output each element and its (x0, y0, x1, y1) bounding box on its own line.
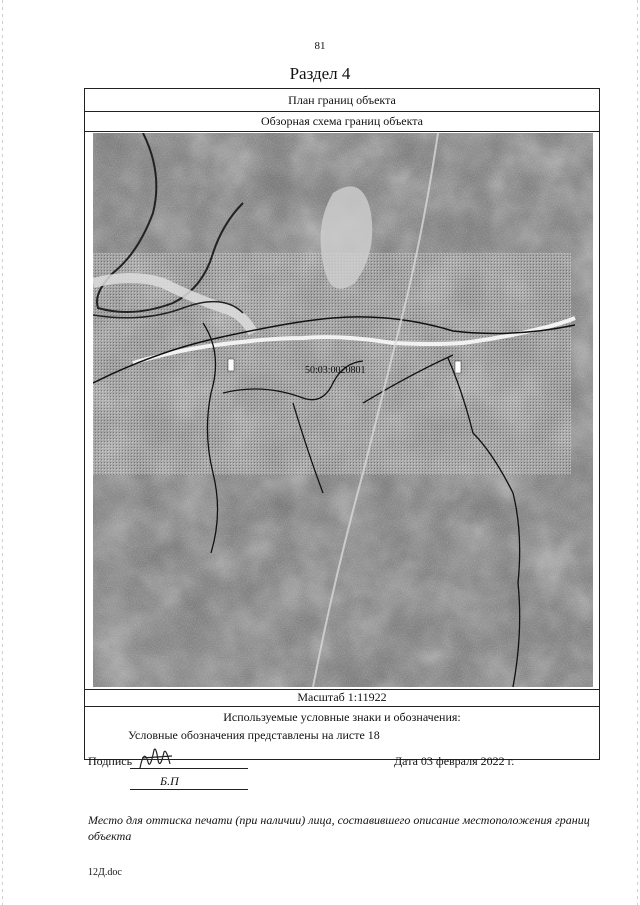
page-edge-right (637, 0, 638, 905)
page-edge-left (2, 0, 3, 905)
signature-decoding-line (130, 789, 248, 790)
legend-header: Используемые условные знаки и обозначения: (223, 710, 461, 724)
point-marker-west (228, 359, 234, 371)
legend-note: Условные обозначения представлены на листе 18 (128, 728, 380, 742)
section-title: Раздел 4 (289, 64, 351, 83)
table-subheader: Обзорная схема границ объекта (85, 111, 599, 132)
satellite-map (93, 133, 593, 687)
document-date: Дата 03 февраля 2022 г. (394, 754, 515, 768)
page-number: 81 (314, 40, 326, 52)
point-marker-east (455, 361, 461, 373)
overview-map-cell (85, 131, 599, 690)
cadastral-number-label: 50:03:0020801 (305, 365, 366, 376)
signature-scribble (136, 744, 176, 774)
signature-line (130, 768, 248, 769)
table-header: План границ объекта (85, 89, 599, 112)
stamp-place-note: Место для оттиска печати (при наличии) лица, составившего описание местоположения границ объекта (88, 813, 590, 843)
signature-initials: Б.П (160, 774, 179, 788)
boundary-plan-table (84, 88, 600, 760)
signature-label: Подпись (88, 754, 133, 768)
map-scale: Масштаб 1:11922 (85, 689, 599, 707)
file-name-footer: 12Д.doc (88, 867, 122, 878)
